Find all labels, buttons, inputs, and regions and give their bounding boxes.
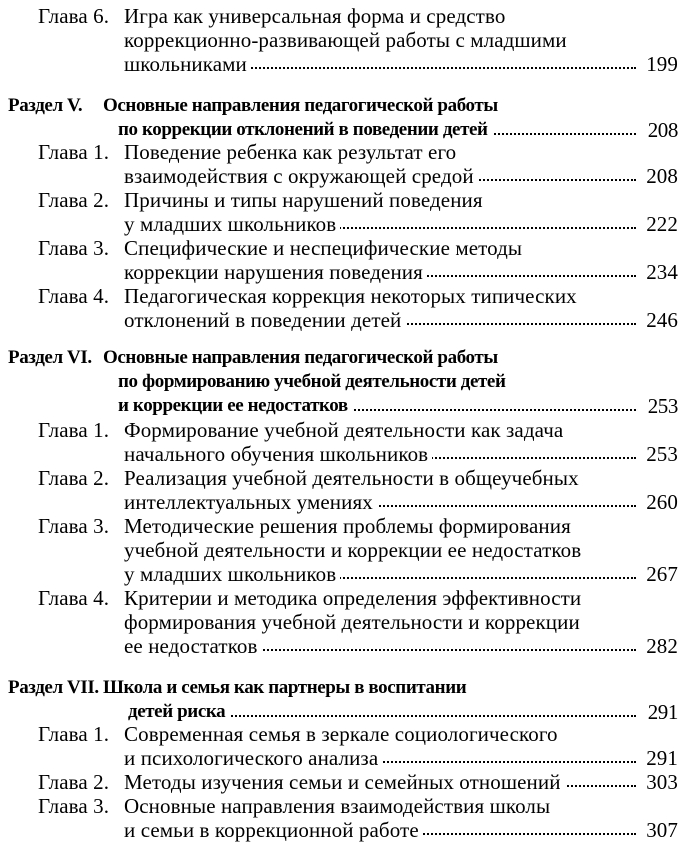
toc-line — [0, 722, 684, 746]
chapter-title: начального обучения школьников — [124, 442, 432, 466]
page-number: 199 — [643, 52, 678, 76]
toc-line — [0, 212, 684, 236]
toc-line — [0, 676, 684, 700]
chapter-number: Глава 3. — [38, 514, 110, 538]
section-title: детей риска — [128, 700, 229, 724]
section-title: и коррекции ее недостатков — [118, 394, 352, 418]
chapter-number: Глава 1. — [38, 418, 110, 442]
chapter-title: коррекционно-развивающей работы с младшими — [124, 28, 567, 52]
toc-line — [0, 562, 684, 586]
toc-line — [0, 260, 684, 284]
section-title: Школа и семья как партнеры в воспитании — [103, 677, 467, 698]
toc-line — [0, 418, 684, 442]
toc-line — [0, 610, 684, 634]
toc-line — [0, 370, 684, 394]
chapter-title: Специфические и неспецифические методы — [124, 236, 523, 260]
page-number: 234 — [643, 260, 678, 284]
chapter-title: отклонений в поведении детей — [124, 308, 405, 332]
page-number: 246 — [643, 308, 678, 332]
chapter-title: взаимодействия с окружающей средой — [124, 164, 478, 188]
section-title: Основные направления педагогической работы — [103, 95, 498, 116]
chapter-number: Глава 2. — [38, 466, 110, 490]
chapter-title: Современная семья в зеркале социологического — [124, 722, 558, 746]
chapter-number: Глава 2. — [38, 770, 110, 794]
chapter-title: Игра как универсальная форма и средство — [124, 4, 506, 28]
chapter-title: у младших школьников — [124, 562, 340, 586]
toc-line — [0, 538, 684, 562]
section-title: Основные направления педагогической работы — [103, 347, 498, 368]
chapter-number: Глава 4. — [38, 284, 110, 308]
chapter-title: Методы изучения семьи и семейных отношений — [124, 770, 565, 794]
toc-line — [0, 4, 684, 28]
section-number: Раздел VI. — [8, 347, 92, 368]
chapter-title: учебной деятельности и коррекции ее недостатков — [124, 538, 582, 562]
toc-line — [0, 466, 684, 490]
section-number: Раздел V. — [8, 95, 83, 116]
page-number: 253 — [645, 394, 678, 418]
page-number: 303 — [643, 770, 678, 794]
toc-line — [0, 586, 684, 610]
page-number: 267 — [643, 562, 678, 586]
chapter-title: интеллектуальных умениях — [124, 490, 377, 514]
section-title: по формированию учебной деятельности детей — [118, 371, 506, 392]
chapter-title: школьниками — [124, 52, 251, 76]
chapter-number: Глава 6. — [38, 4, 110, 28]
page-number: 253 — [643, 442, 678, 466]
chapter-title: и психологического анализа — [124, 746, 382, 770]
chapter-title: Методические решения проблемы формирования — [124, 514, 571, 538]
toc-line — [0, 700, 684, 724]
toc-line — [0, 394, 684, 418]
page-number: 260 — [643, 490, 678, 514]
chapter-title: Реализация учебной деятельности в общеучебных — [124, 466, 579, 490]
chapter-title: Формирование учебной деятельности как задача — [124, 418, 564, 442]
chapter-title: Критерии и методика определения эффективности — [124, 586, 582, 610]
chapter-title: Педагогическая коррекция некоторых типических — [124, 284, 577, 308]
toc-line — [0, 346, 684, 370]
chapter-number: Глава 2. — [38, 188, 110, 212]
toc-line — [0, 794, 684, 818]
chapter-title: коррекции нарушения поведения — [124, 260, 427, 284]
chapter-title: Поведение ребенка как результат его — [124, 140, 457, 164]
section-title: по коррекции отклонений в поведении детей — [118, 118, 492, 142]
toc-line — [0, 442, 684, 466]
page-number: 291 — [643, 746, 678, 770]
chapter-title: Основные направления взаимодействия школы — [124, 794, 551, 818]
chapter-title: формирования учебной деятельности и коррекции — [124, 610, 580, 634]
chapter-number: Глава 4. — [38, 586, 110, 610]
page-number: 222 — [643, 212, 678, 236]
chapter-title: ее недостатков — [124, 634, 262, 658]
toc-line — [0, 236, 684, 260]
chapter-title: Причины и типы нарушений поведения — [124, 188, 483, 212]
page-number: 208 — [645, 118, 678, 142]
page-number: 291 — [645, 700, 678, 724]
toc-line — [0, 94, 684, 118]
toc-line — [0, 514, 684, 538]
toc-line — [0, 308, 684, 332]
chapter-title: у младших школьников — [124, 212, 340, 236]
toc-line — [0, 490, 684, 514]
page-number: 208 — [643, 164, 678, 188]
toc-line — [0, 140, 684, 164]
toc-line — [0, 746, 684, 770]
toc-line — [0, 52, 684, 76]
toc-line — [0, 818, 684, 842]
toc-line — [0, 118, 684, 142]
toc-line — [0, 770, 684, 794]
chapter-number: Глава 3. — [38, 236, 110, 260]
page-number: 282 — [643, 634, 678, 658]
toc-line — [0, 28, 684, 52]
toc-line — [0, 164, 684, 188]
chapter-number: Глава 1. — [38, 722, 110, 746]
chapter-number: Глава 1. — [38, 140, 110, 164]
toc-line — [0, 188, 684, 212]
section-number: Раздел VII. — [8, 677, 99, 698]
page-number: 307 — [643, 818, 678, 842]
toc-line — [0, 284, 684, 308]
chapter-number: Глава 3. — [38, 794, 110, 818]
chapter-title: и семьи в коррекционной работе — [124, 818, 423, 842]
toc-line — [0, 634, 684, 658]
